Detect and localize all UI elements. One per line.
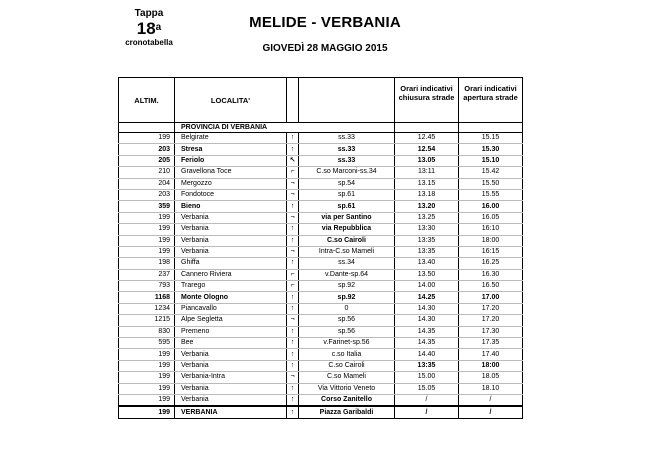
table-row — [119, 372, 523, 383]
altitude-cell: 203 — [119, 189, 175, 200]
altitude-cell: 1168 — [119, 292, 175, 303]
opening-time-cell: 15.55 — [459, 189, 523, 200]
road-cell: sp.54 — [299, 178, 395, 189]
direction-icon: ↑ — [287, 144, 299, 155]
stage-number-value: 18 — [136, 19, 156, 38]
opening-time-cell: 15.50 — [459, 178, 523, 189]
closing-time-cell: 13.05 — [395, 155, 459, 166]
road-cell: 0 — [299, 303, 395, 314]
altitude-cell: 793 — [119, 281, 175, 292]
opening-time-cell: / — [459, 406, 523, 418]
road-cell: sp.92 — [299, 281, 395, 292]
altitude-cell: 199 — [119, 406, 175, 418]
stage-badge — [122, 8, 176, 48]
table-row — [119, 383, 523, 394]
direction-icon: ↑ — [287, 292, 299, 303]
stage-number-sup: a — [155, 22, 162, 33]
closing-time-cell: 14.30 — [395, 315, 459, 326]
altitude-cell: 210 — [119, 167, 175, 178]
locality-cell: Cannero Riviera — [175, 269, 287, 280]
opening-time-cell: 17.20 — [459, 303, 523, 314]
direction-icon: ¬ — [287, 189, 299, 200]
table-row — [119, 178, 523, 189]
altitude-cell: 199 — [119, 360, 175, 371]
table-row — [119, 315, 523, 326]
road-cell: v.Dante-sp.64 — [299, 269, 395, 280]
altitude-cell: 199 — [119, 212, 175, 223]
road-cell: sp.61 — [299, 201, 395, 212]
opening-time-cell: 16:10 — [459, 224, 523, 235]
table-row — [119, 189, 523, 200]
direction-icon: ¬ — [287, 315, 299, 326]
closing-time-cell: 12.45 — [395, 133, 459, 144]
opening-time-cell: 15.42 — [459, 167, 523, 178]
road-cell: C.so Marconi-ss.34 — [299, 167, 395, 178]
table-row — [119, 201, 523, 212]
locality-cell: Feriolo — [175, 155, 287, 166]
direction-icon: ↑ — [287, 406, 299, 418]
page-title: MELIDE - VERBANIA — [249, 14, 401, 31]
direction-icon: ¬ — [287, 178, 299, 189]
direction-icon: ↖ — [287, 155, 299, 166]
road-cell: Via Vittorio Veneto — [299, 383, 395, 394]
opening-time-cell: 17.20 — [459, 315, 523, 326]
direction-icon: ¬ — [287, 246, 299, 257]
road-cell: Intra-C.so Mameli — [299, 246, 395, 257]
altitude-cell: 199 — [119, 246, 175, 257]
opening-time-cell: 16.00 — [459, 201, 523, 212]
table-row — [119, 212, 523, 223]
closing-time-cell: 13:30 — [395, 224, 459, 235]
direction-icon: ↑ — [287, 258, 299, 269]
altitude-cell: 830 — [119, 326, 175, 337]
direction-icon: ¬ — [287, 372, 299, 383]
altitude-cell: 199 — [119, 349, 175, 360]
direction-icon: ↑ — [287, 326, 299, 337]
closing-time-cell: 13.25 — [395, 212, 459, 223]
opening-time-cell: 18:00 — [459, 235, 523, 246]
closing-time-cell: 13.40 — [395, 258, 459, 269]
col-dir — [287, 78, 299, 123]
direction-icon: ↑ — [287, 224, 299, 235]
locality-cell: Verbania-Intra — [175, 372, 287, 383]
altitude-cell: 199 — [119, 394, 175, 406]
closing-time-cell: 15.00 — [395, 372, 459, 383]
opening-time-cell: 17.40 — [459, 349, 523, 360]
table-row — [119, 303, 523, 314]
opening-time-cell: 16.05 — [459, 212, 523, 223]
locality-cell: Belgirate — [175, 133, 287, 144]
closing-time-cell: 13.15 — [395, 178, 459, 189]
road-cell: ss.33 — [299, 144, 395, 155]
table-row — [119, 292, 523, 303]
opening-time-cell: 18.05 — [459, 372, 523, 383]
road-cell: sp.92 — [299, 292, 395, 303]
col-localita: LOCALITA' — [175, 78, 287, 123]
road-cell: sp.56 — [299, 326, 395, 337]
direction-icon: ↑ — [287, 394, 299, 406]
locality-cell: Verbania — [175, 246, 287, 257]
locality-cell: VERBANIA — [175, 406, 287, 418]
closing-time-cell: 14.35 — [395, 338, 459, 349]
col-chiusura-line1: Orari indicativi — [400, 84, 453, 93]
table-row — [119, 144, 523, 155]
closing-time-cell: 14.00 — [395, 281, 459, 292]
locality-cell: Bieno — [175, 201, 287, 212]
opening-time-cell: 18.10 — [459, 383, 523, 394]
closing-time-cell: 13.20 — [395, 201, 459, 212]
closing-time-cell: 13.50 — [395, 269, 459, 280]
altitude-cell: 1215 — [119, 315, 175, 326]
table-row — [119, 235, 523, 246]
opening-time-cell: 15.30 — [459, 144, 523, 155]
table-row — [119, 224, 523, 235]
road-cell: sp.61 — [299, 189, 395, 200]
table-row — [119, 338, 523, 349]
col-chiusura-line2: chiusura strade — [398, 93, 455, 102]
direction-icon: ↑ — [287, 360, 299, 371]
road-cell: C.so Mameli — [299, 372, 395, 383]
locality-cell: Verbania — [175, 224, 287, 235]
closing-time-cell: / — [395, 406, 459, 418]
closing-time-cell: 15.05 — [395, 383, 459, 394]
direction-icon: ⌐ — [287, 167, 299, 178]
province-spacer-2 — [395, 123, 459, 133]
stage-label: Tappa — [134, 8, 164, 19]
table-row — [119, 326, 523, 337]
direction-icon: ¬ — [287, 212, 299, 223]
road-cell: ss.33 — [299, 155, 395, 166]
locality-cell: Verbania — [175, 383, 287, 394]
locality-cell: Verbania — [175, 394, 287, 406]
table-row — [119, 349, 523, 360]
direction-icon: ↑ — [287, 303, 299, 314]
timetable — [118, 77, 523, 419]
col-strada — [299, 78, 395, 123]
col-apertura — [459, 78, 523, 123]
opening-time-cell: 16.30 — [459, 269, 523, 280]
locality-cell: Piancavallo — [175, 303, 287, 314]
table-row — [119, 394, 523, 406]
opening-time-cell: 17.35 — [459, 338, 523, 349]
table-row — [119, 155, 523, 166]
locality-cell: Mergozzo — [175, 178, 287, 189]
table-row — [119, 258, 523, 269]
altitude-cell: 237 — [119, 269, 175, 280]
altitude-cell: 204 — [119, 178, 175, 189]
locality-cell: Verbania — [175, 360, 287, 371]
direction-icon: ↑ — [287, 133, 299, 144]
road-cell: ss.34 — [299, 258, 395, 269]
col-apertura-line2: apertura strade — [463, 93, 518, 102]
table-row — [119, 133, 523, 144]
locality-cell: Alpe Segletta — [175, 315, 287, 326]
altitude-cell: 595 — [119, 338, 175, 349]
table-row — [119, 406, 523, 418]
province-spacer-3 — [459, 123, 523, 133]
altitude-cell: 199 — [119, 133, 175, 144]
closing-time-cell: 13:35 — [395, 360, 459, 371]
opening-time-cell: 18:00 — [459, 360, 523, 371]
altitude-cell: 199 — [119, 372, 175, 383]
locality-cell: Stresa — [175, 144, 287, 155]
altitude-cell: 359 — [119, 201, 175, 212]
closing-time-cell: 14.35 — [395, 326, 459, 337]
opening-time-cell: 17.00 — [459, 292, 523, 303]
closing-time-cell: 14.40 — [395, 349, 459, 360]
locality-cell: Verbania — [175, 212, 287, 223]
locality-cell: Verbania — [175, 235, 287, 246]
altitude-cell: 203 — [119, 144, 175, 155]
province-spacer — [119, 123, 175, 133]
col-altim: ALTIM. — [119, 78, 175, 123]
altitude-cell: 199 — [119, 383, 175, 394]
road-cell: via Repubblica — [299, 224, 395, 235]
opening-time-cell: / — [459, 394, 523, 406]
altitude-cell: 198 — [119, 258, 175, 269]
road-cell: via per Santino — [299, 212, 395, 223]
road-cell: ss.33 — [299, 133, 395, 144]
locality-cell: Ghiffa — [175, 258, 287, 269]
direction-icon: ↑ — [287, 338, 299, 349]
locality-cell: Fondotoce — [175, 189, 287, 200]
direction-icon: ↑ — [287, 383, 299, 394]
closing-time-cell: 14.30 — [395, 303, 459, 314]
road-cell: c.so Italia — [299, 349, 395, 360]
altitude-cell: 199 — [119, 224, 175, 235]
opening-time-cell: 17.30 — [459, 326, 523, 337]
col-apertura-line1: Orari indicativi — [464, 84, 517, 93]
direction-icon: ⌐ — [287, 269, 299, 280]
table-row — [119, 281, 523, 292]
closing-time-cell: 13.18 — [395, 189, 459, 200]
table-row — [119, 269, 523, 280]
locality-cell: Monte Ologno — [175, 292, 287, 303]
altitude-cell: 205 — [119, 155, 175, 166]
col-chiusura — [395, 78, 459, 123]
closing-time-cell: / — [395, 394, 459, 406]
closing-time-cell: 13:11 — [395, 167, 459, 178]
direction-icon: ↑ — [287, 201, 299, 212]
closing-time-cell: 12.54 — [395, 144, 459, 155]
table-row — [119, 360, 523, 371]
opening-time-cell: 16.25 — [459, 258, 523, 269]
table-row — [119, 246, 523, 257]
direction-icon: ↑ — [287, 235, 299, 246]
road-cell: v.Farinet-sp.56 — [299, 338, 395, 349]
closing-time-cell: 14.25 — [395, 292, 459, 303]
opening-time-cell: 16:15 — [459, 246, 523, 257]
locality-cell: Trarego — [175, 281, 287, 292]
opening-time-cell: 15.15 — [459, 133, 523, 144]
road-cell: C.so Cairoli — [299, 235, 395, 246]
locality-cell: Verbania — [175, 349, 287, 360]
opening-time-cell: 16.50 — [459, 281, 523, 292]
page-date: GIOVEDÌ 28 MAGGIO 2015 — [262, 43, 388, 54]
province-row — [119, 123, 523, 133]
opening-time-cell: 15.10 — [459, 155, 523, 166]
road-cell: sp.56 — [299, 315, 395, 326]
road-cell: Piazza Garibaldi — [299, 406, 395, 418]
table-header-row — [119, 78, 523, 123]
closing-time-cell: 13:35 — [395, 246, 459, 257]
direction-icon: ↑ — [287, 349, 299, 360]
closing-time-cell: 13:35 — [395, 235, 459, 246]
table-row — [119, 167, 523, 178]
stage-subtitle: cronotabella — [125, 38, 173, 47]
province-label: PROVINCIA DI VERBANIA — [175, 123, 395, 133]
direction-icon: ⌐ — [287, 281, 299, 292]
road-cell: Corso Zanitello — [299, 394, 395, 406]
stage-number — [122, 20, 176, 38]
locality-cell: Gravellona Toce — [175, 167, 287, 178]
altitude-cell: 1234 — [119, 303, 175, 314]
altitude-cell: 199 — [119, 235, 175, 246]
locality-cell: Premeno — [175, 326, 287, 337]
locality-cell: Bee — [175, 338, 287, 349]
road-cell: C.so Cairoli — [299, 360, 395, 371]
